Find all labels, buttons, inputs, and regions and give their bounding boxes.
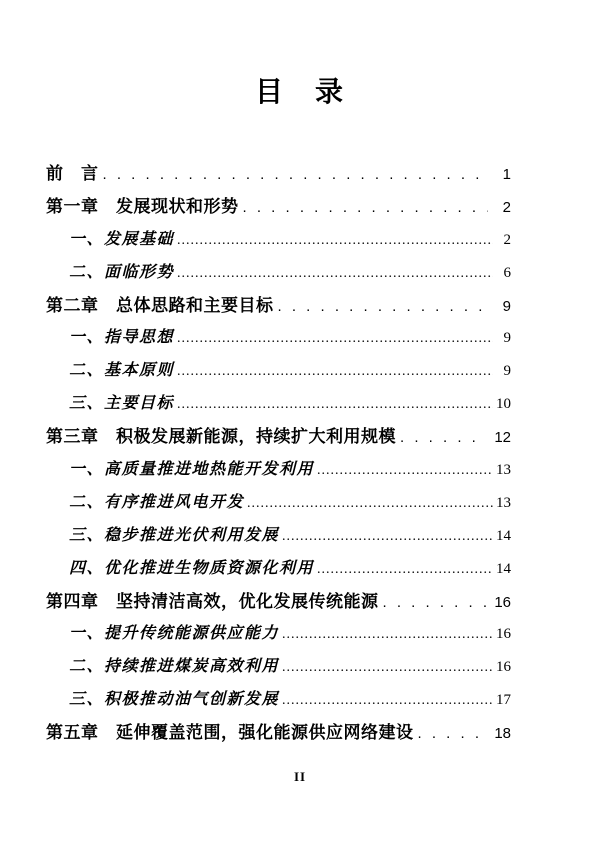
toc-entry-label: 二、持续推进煤炭高效利用: [69, 658, 280, 676]
toc-entry: [46, 158, 511, 191]
toc-entry-page: 16: [494, 593, 511, 611]
toc-entry-label: 二、基本原则: [69, 362, 175, 380]
toc-entry-label: 一、高质量推进地热能开发利用: [69, 461, 315, 479]
toc-entry-label: 第五章 延伸覆盖范围，强化能源供应网络建设: [46, 723, 414, 743]
toc-entry: [46, 487, 511, 520]
toc-entry: [46, 322, 511, 355]
toc-entry-label: 第三章 积极发展新能源，持续扩大利用规模: [46, 427, 396, 447]
toc-entry-page: 6: [503, 264, 511, 281]
toc-entry: [46, 586, 511, 619]
dot-leader: [177, 224, 493, 258]
toc-entry: [46, 355, 511, 388]
toc-entry-label: 第一章 发展现状和形势: [46, 196, 239, 216]
toc-entry-label: 第二章 总体思路和主要目标: [46, 295, 274, 315]
toc-entry-page: 13: [496, 462, 511, 479]
toc-entry: [46, 684, 511, 717]
dot-leader: [177, 388, 493, 422]
dot-leader: [418, 718, 488, 751]
toc-entry: [46, 651, 511, 684]
toc-entry-page: 10: [496, 396, 511, 413]
toc-entry: [46, 520, 511, 553]
toc-entry-page: 9: [503, 363, 511, 380]
toc-entry-page: 18: [494, 725, 511, 743]
dot-leader: [103, 159, 489, 192]
dot-leader: [317, 553, 493, 587]
toc-entry-page: 2: [502, 198, 511, 216]
toc-entry-page: 17: [496, 692, 511, 709]
toc-entry-page: 13: [496, 494, 511, 511]
toc-entry-page: 16: [496, 659, 511, 676]
toc-entry-label: 一、发展基础: [69, 230, 175, 248]
dot-leader: [243, 192, 489, 225]
toc-entry-label: 一、指导思想: [69, 329, 175, 347]
toc-entry: [46, 257, 511, 290]
page-title: 目 录: [254, 76, 345, 107]
dot-leader: [247, 487, 493, 521]
toc-entry-page: 12: [494, 429, 511, 447]
toc-entry-page: 14: [496, 560, 511, 577]
table-of-contents: [0, 158, 600, 750]
toc-entry: [46, 717, 511, 750]
dot-leader: [317, 454, 493, 488]
toc-entry-label: 二、面临形势: [69, 263, 175, 281]
toc-entry-label: 四、优化推进生物质资源化利用: [69, 559, 315, 577]
dot-leader: [282, 684, 493, 718]
dot-leader: [177, 355, 493, 389]
dot-leader: [282, 651, 493, 685]
toc-entry: [46, 454, 511, 487]
toc-entry: [46, 224, 511, 257]
toc-entry-page: 9: [503, 330, 511, 347]
dot-leader: [177, 322, 493, 356]
toc-entry: [46, 191, 511, 224]
dot-leader: [383, 587, 488, 620]
toc-entry-page: 16: [496, 626, 511, 643]
toc-entry: [46, 421, 511, 454]
toc-entry-label: 二、有序推进风电开发: [69, 493, 245, 511]
toc-entry-label: 一、提升传统能源供应能力: [69, 625, 280, 643]
toc-entry-label: 前 言: [46, 164, 99, 183]
toc-entry-page: 9: [502, 297, 511, 315]
toc-entry-label: 第四章 坚持清洁高效，优化发展传统能源: [46, 591, 379, 611]
footer-page-number: II: [293, 769, 307, 784]
toc-entry: [46, 618, 511, 651]
toc-entry: [46, 553, 511, 586]
toc-entry-page: 1: [502, 166, 511, 183]
dot-leader: [282, 618, 493, 652]
toc-entry: [46, 290, 511, 323]
dot-leader: [177, 257, 493, 291]
toc-entry-label: 三、稳步推进光伏利用发展: [69, 526, 280, 544]
dot-leader: [282, 520, 493, 554]
toc-entry-label: 三、主要目标: [69, 395, 175, 413]
toc-entry: [46, 388, 511, 421]
toc-entry-page: 14: [496, 527, 511, 544]
dot-leader: [400, 422, 487, 455]
toc-entry-label: 三、积极推动油气创新发展: [69, 691, 280, 709]
dot-leader: [278, 291, 489, 324]
toc-entry-page: 2: [503, 231, 511, 248]
